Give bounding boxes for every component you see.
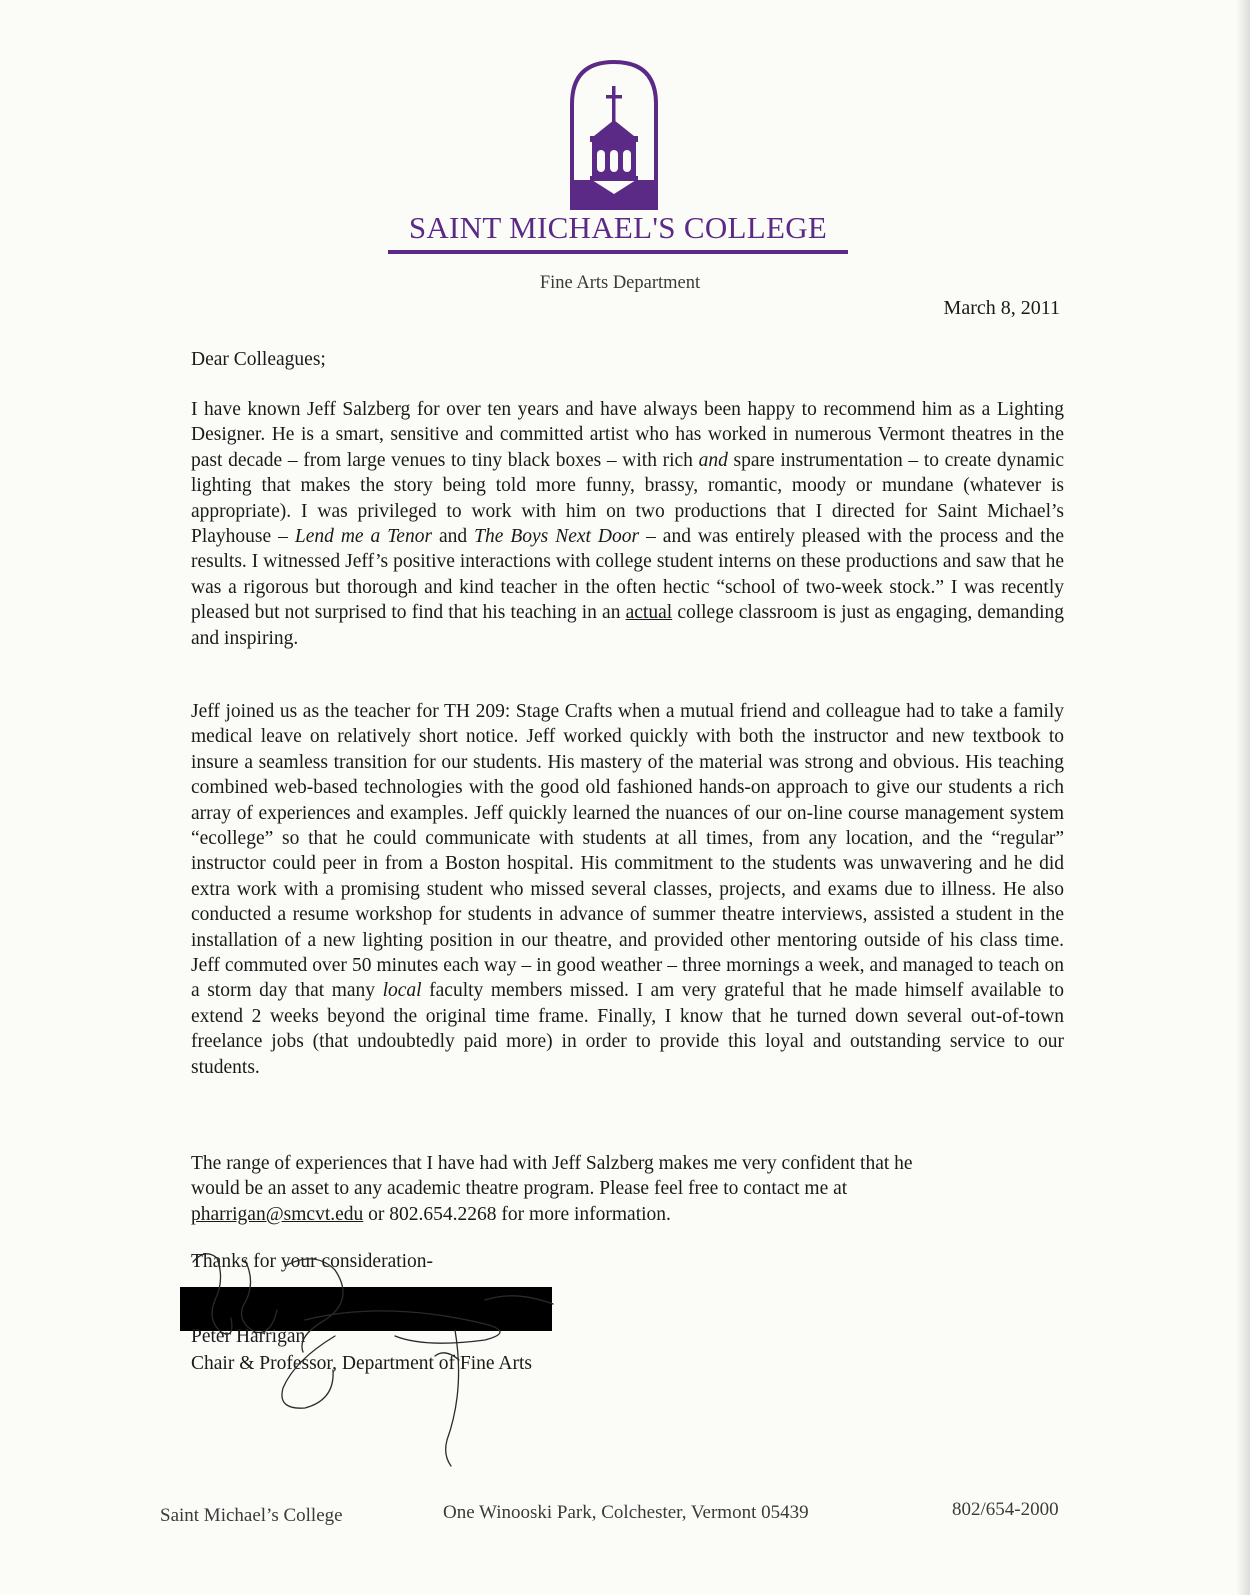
- p3-line-2: would be an asset to any academic theatre program. Please feel free to contact me at: [191, 1178, 848, 1200]
- p2-text-b: faculty members missed. I am very grateful that he made himself available to extend 2 weeks beyond the original time frame. Finally, I know that he turned down several out-of-town freelance jobs (that undoubtedly paid more) in order to provide this loyal and outstanding service to our students.: [191, 980, 1064, 1078]
- salutation: Dear Colleagues;: [191, 349, 326, 370]
- college-name: SAINT MICHAEL'S COLLEGE: [408, 210, 828, 245]
- p3-line-1: The range of experiences that I have had with Jeff Salzberg makes me very confident that he: [191, 1153, 913, 1174]
- signer-title: Chair & Professor, Department of Fine Arts: [191, 1353, 532, 1374]
- paragraph-3: [191, 1151, 1064, 1227]
- p3-line-3: [191, 1202, 1064, 1227]
- paragraph-2: [191, 699, 1064, 1080]
- p1-show-title-1: Lend me a Tenor: [294, 526, 433, 548]
- p1-emphasis-and: and: [698, 449, 728, 471]
- closing-line: Thanks for your consideration-: [191, 1251, 434, 1272]
- p1-text-c: and: [432, 526, 475, 548]
- footer-phone: 802/654-2000: [952, 1499, 1059, 1520]
- signer-name: Peter Harrigan: [191, 1326, 306, 1347]
- p1-text-e: college classroom is just as engaging, demanding and inspiring.: [191, 602, 1064, 649]
- p2-text-a: Jeff joined us as the teacher for TH 209: Stage Crafts when a mutual friend and colleague had to take a family medical leave on relatively short notice. Jeff worked quickly with both the instructor and new textbook to insure a seamless transition for our students. His mastery of the material was strong and obvious. His teaching combined web-based technologies with the good old fashioned hands-on approach to give our students a rich array of experiences and examples. Jeff quickly learned the nuances of our on-line course management system “ecollege” so that he could communicate with students at all times, from any location, and the “regular” instructor could peer in from a Boston hospital. His commitment to the students was unwavering and he did extra work with a promising student who missed several classes, projects, and exams due to illness. He also conducted a resume workshop for students in advance of summer theatre interviews, assisted a student in the installation of a new lighting position in our theatre, and provided other mentoring outside of his class time. Jeff commuted over 50 minutes each way – in good weather – three mornings a week, and managed to teach on a storm day that many: [191, 701, 1064, 1002]
- letterhead-rule: [388, 250, 848, 254]
- letter-date: March 8, 2011: [943, 297, 1060, 319]
- p3-line-3-rest: or 802.654.2268 for more information.: [363, 1203, 671, 1225]
- p1-text-b: spare instrumentation – to create dynamic lighting that makes the story being told more funny, brassy, romantic, moody or mundane (whatever is appropriate). I was privileged to work with him on two productions that I directed for Saint Michael’s Playhouse –: [191, 449, 1065, 548]
- paper-edge-shadow: [1236, 0, 1250, 1595]
- department-name: Fine Arts Department: [539, 273, 701, 293]
- p1-underlined-actual: actual: [625, 602, 673, 624]
- footer-college-name: Saint Michael’s College: [160, 1505, 343, 1526]
- contact-email-link[interactable]: pharrigan@smcvt.edu: [191, 1203, 364, 1225]
- handwritten-signature: [185, 1240, 585, 1470]
- p1-show-title-2: The Boys Next Door: [474, 526, 640, 548]
- chapel-cupola-crest-icon: [568, 58, 660, 216]
- paragraph-1: [191, 397, 1064, 651]
- p1-text-a: I have known Jeff Salzberg for over ten years and have always been happy to recommend him as a Lighting Designer. He is a smart, sensitive and committed artist who has worked in numerous Vermont theatres in the past decade – from large venues to tiny black boxes – with rich: [191, 399, 1064, 471]
- p2-emphasis-local: local: [382, 980, 422, 1002]
- p1-text-d: – and was entirely pleased with the process and the results. I witnessed Jeff’s positive interactions with college student interns on these productions and saw that he was a rigorous but thorough and kind teacher in the often hectic “school of two-week stock.” I was recently pleased but not surprised to find that his teaching in an: [191, 526, 1064, 624]
- footer-address: One Winooski Park, Colchester, Vermont 05439: [443, 1502, 809, 1523]
